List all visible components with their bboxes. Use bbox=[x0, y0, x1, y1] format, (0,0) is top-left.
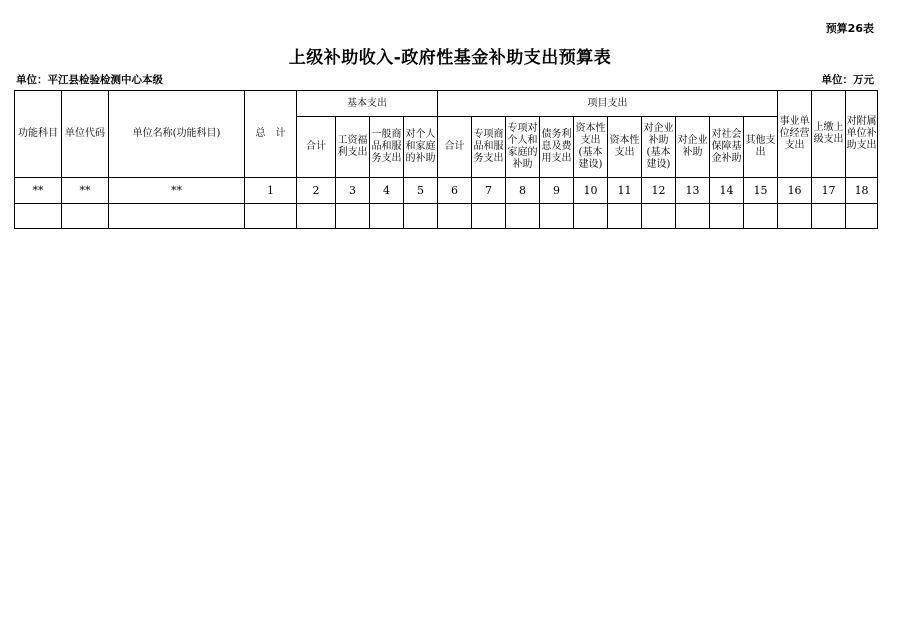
table-cell: 2 bbox=[297, 178, 336, 204]
table-cell bbox=[778, 204, 812, 229]
col-header-project-enterprise-subsidy: 对企业补助 bbox=[676, 117, 710, 178]
table-cell: 13 bbox=[676, 178, 710, 204]
table-cell bbox=[245, 204, 297, 229]
col-header-total: 总 计 bbox=[245, 91, 297, 178]
page-title: 上级补助收入-政府性基金补助支出预算表 bbox=[288, 48, 612, 68]
table-cell: 18 bbox=[846, 178, 878, 204]
group-header-basic: 基本支出 bbox=[297, 91, 438, 117]
table-cell: ** bbox=[109, 178, 245, 204]
table-number: 预算26表 bbox=[825, 22, 874, 35]
table-cell: 7 bbox=[472, 178, 506, 204]
table-cell: 17 bbox=[812, 178, 846, 204]
table-cell: 15 bbox=[744, 178, 778, 204]
col-header-project-other: 其他支出 bbox=[744, 117, 778, 178]
group-header-project: 项目支出 bbox=[438, 91, 778, 117]
table-cell bbox=[404, 204, 438, 229]
col-header-business-expense: 事业单位经营支出 bbox=[778, 91, 812, 178]
table-cell bbox=[506, 204, 540, 229]
currency-unit-label: 单位：万元 bbox=[821, 74, 874, 86]
col-header-basic-total: 合计 bbox=[297, 117, 336, 178]
table-cell bbox=[336, 204, 370, 229]
col-header-project-goods-services: 专项商品和服务支出 bbox=[472, 117, 506, 178]
table-cell: 16 bbox=[778, 178, 812, 204]
col-header-project-capital: 资本性支出 bbox=[608, 117, 642, 178]
table-cell bbox=[109, 204, 245, 229]
table-cell: 9 bbox=[540, 178, 574, 204]
table-cell bbox=[812, 204, 846, 229]
table-cell: 1 bbox=[245, 178, 297, 204]
col-header-project-social-security: 对社会保障基金补助 bbox=[710, 117, 744, 178]
table-cell: 4 bbox=[370, 178, 404, 204]
budget-table bbox=[14, 90, 878, 229]
table-cell bbox=[846, 204, 878, 229]
col-header-func-subject: 功能科目 bbox=[15, 91, 62, 178]
col-header-project-personal-subsidy: 专项对个人和家庭的补助 bbox=[506, 117, 540, 178]
table-cell bbox=[370, 204, 404, 229]
col-header-project-debt-interest: 债务利息及费用支出 bbox=[540, 117, 574, 178]
table-cell: ** bbox=[62, 178, 109, 204]
col-header-basic-goods-services: 一般商品和服务支出 bbox=[370, 117, 404, 178]
table-row-empty bbox=[15, 204, 878, 229]
table-cell: 11 bbox=[608, 178, 642, 204]
col-header-subsidiary-subsidy: 对附属单位补助支出 bbox=[846, 91, 878, 178]
col-header-project-total: 合计 bbox=[438, 117, 472, 178]
table-cell bbox=[744, 204, 778, 229]
table-cell: 5 bbox=[404, 178, 438, 204]
table-cell bbox=[62, 204, 109, 229]
table-cell: 12 bbox=[642, 178, 676, 204]
table-cell: 14 bbox=[710, 178, 744, 204]
table-cell: 8 bbox=[506, 178, 540, 204]
table-cell bbox=[540, 204, 574, 229]
table-cell bbox=[574, 204, 608, 229]
table-cell: 3 bbox=[336, 178, 370, 204]
table-cell bbox=[15, 204, 62, 229]
table-cell bbox=[642, 204, 676, 229]
col-header-unit-code: 单位代码 bbox=[62, 91, 109, 178]
col-header-basic-personal-subsidy: 对个人和家庭的补助 bbox=[404, 117, 438, 178]
col-header-basic-wages: 工资福利支出 bbox=[336, 117, 370, 178]
table-cell bbox=[608, 204, 642, 229]
col-header-remit-superior: 上缴上级支出 bbox=[812, 91, 846, 178]
table-cell bbox=[297, 204, 336, 229]
table-cell: ** bbox=[15, 178, 62, 204]
table-cell: 6 bbox=[438, 178, 472, 204]
table-cell bbox=[438, 204, 472, 229]
table-cell bbox=[676, 204, 710, 229]
table-row-index bbox=[15, 178, 878, 204]
col-header-project-capital-construction: 资本性支出(基本建设) bbox=[574, 117, 608, 178]
table-cell bbox=[472, 204, 506, 229]
col-header-unit-name: 单位名称(功能科目) bbox=[109, 91, 245, 178]
unit-label: 单位：平江县检验检测中心本级 bbox=[16, 74, 163, 86]
table-cell: 10 bbox=[574, 178, 608, 204]
table-cell bbox=[710, 204, 744, 229]
col-header-project-enterprise-construction: 对企业补助(基本建设) bbox=[642, 117, 676, 178]
